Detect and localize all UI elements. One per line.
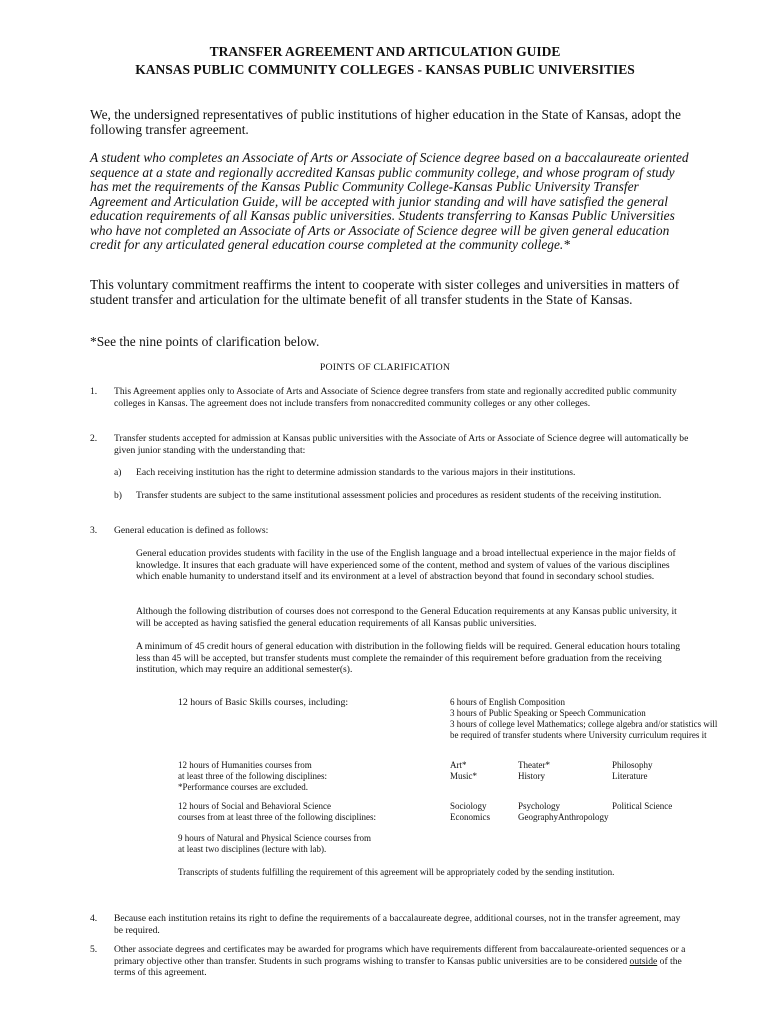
- sub-label-b: b): [114, 490, 122, 501]
- agreement-statement: A student who completes an Associate of Arts or Associate of Science degree based on a baccalaureate oriented sequence at a state and regionally accredited Kansas public community college, and whose program of study has met the requirements of the Kansas Public Community College-Kansas Public University Transfer Agreement and Articulation Guide, will be accepted with junior standing and will have satisfied the general education requirements of all Kansas public universities. Students transferring to Kansas Public Universities who have not completed an Associate of Arts or Associate of Science degree will be given general education credit for any articulated general education course completed at the community college.*: [90, 150, 689, 252]
- general-education-definition: General education provides students with facility in the use of the English language and a broad intellectual experience in the major fields of knowledge. It insures that each graduate will have experienced some of the content, method and system of values of the various disciplines which enable humanity to understand itself and its environment at a level of abstraction beyond that found in secondary school studies.: [136, 548, 676, 583]
- social-science-column-1: Sociology Economics: [450, 801, 490, 822]
- humanities-column-3: Philosophy Literature: [612, 760, 653, 781]
- intro-paragraph: We, the undersigned representatives of public institutions of higher education in the State of Kansas, adopt the following transfer agreement.: [90, 107, 681, 137]
- clarification-item-3: General education is defined as follows:: [114, 525, 269, 536]
- credit-hours-requirement: A minimum of 45 credit hours of general education with distribution in the following fields will be required. General education hours totaling less than 45 will be accepted, but transfer students must complete the remainder of this requirement before graduation from the receiving institution, which may require an additional semester(s).: [136, 641, 681, 676]
- clarification-item-2: Transfer students accepted for admission at Kansas public universities with the Associate of Arts or Associate of Science degree will automatically be given junior standing with the understanding that:: [114, 433, 689, 456]
- humanities-label: 12 hours of Humanities courses from at least three of the following disciplines: *Performance courses are excluded.: [178, 760, 327, 792]
- social-science-label: 12 hours of Social and Behavioral Science courses from at least three of the following disciplines:: [178, 801, 376, 822]
- item-5-text: Other associate degrees and certificates may be awarded for programs which have requirements different from baccalaureate-oriented sequences or a primary objective other than transfer. Students in such programs wishing to transfer to Kansas public universities are to be considered: [114, 944, 686, 967]
- transcripts-note: Transcripts of students fulfilling the requirement of this agreement will be appropriately coded by the sending institution.: [178, 867, 615, 877]
- humanities-column-2: Theater* History: [518, 760, 550, 781]
- item-number-1: 1.: [90, 386, 98, 397]
- clarification-item-5: [114, 944, 690, 979]
- social-science-column-2: Psychology GeographyAnthropology: [518, 801, 609, 822]
- social-science-column-3: Political Science: [612, 801, 673, 811]
- clarification-note: *See the nine points of clarification below.: [90, 334, 320, 349]
- item-5-text-end: of the terms of this agreement.: [114, 955, 682, 979]
- clarification-item-1: This Agreement applies only to Associate of Arts and Associate of Science degree transfers from state and regionally accredited public community colleges in Kansas. The agreement does not include transfers from nonaccredited community colleges or any other colleges.: [114, 386, 677, 409]
- humanities-column-1: Art* Music*: [450, 760, 477, 781]
- item-number-4: 4.: [90, 913, 98, 924]
- clarification-heading: POINTS OF CLARIFICATION: [319, 362, 451, 373]
- document-title-line-2: KANSAS PUBLIC COMMUNITY COLLEGES - KANSAS PUBLIC UNIVERSITIES: [135, 62, 635, 77]
- basic-skills-courses: 6 hours of English Composition 3 hours of Public Speaking or Speech Communication 3 hours of college level Mathematics; college algebra and/or statistics will be required of transfer students where University curriculum requires it: [450, 697, 718, 740]
- clarification-item-4: Because each institution retains its right to define the requirements of a baccalaureate degree, additional courses, not in the transfer agreement, may be required.: [114, 913, 681, 936]
- clarification-item-2a: Each receiving institution has the right to determine admission standards to the various majors in their institutions.: [136, 467, 576, 478]
- basic-skills-label: 12 hours of Basic Skills courses, including:: [178, 697, 349, 708]
- sub-label-a: a): [114, 467, 122, 478]
- commitment-paragraph: This voluntary commitment reaffirms the intent to cooperate with sister colleges and universities in matters of student transfer and articulation for the ultimate benefit of all transfer students in the State of Kansas.: [90, 277, 680, 307]
- item-number-5: 5.: [90, 944, 98, 955]
- item-number-2: 2.: [90, 433, 98, 444]
- clarification-item-2b: Transfer students are subject to the same institutional assessment policies and procedures as resident students of the receiving institution.: [136, 490, 662, 501]
- distribution-acceptance: Although the following distribution of courses does not correspond to the General Education requirements at any Kansas public university, it will be accepted as having satisfied the general education requirements of all Kansas public universities.: [136, 606, 677, 629]
- item-number-3: 3.: [90, 525, 98, 536]
- natural-science-label: 9 hours of Natural and Physical Science courses from at least two disciplines (lecture with lab).: [178, 833, 371, 854]
- document-title-line-1: TRANSFER AGREEMENT AND ARTICULATION GUIDE: [209, 44, 561, 59]
- item-5-underlined-word: outside: [629, 955, 658, 967]
